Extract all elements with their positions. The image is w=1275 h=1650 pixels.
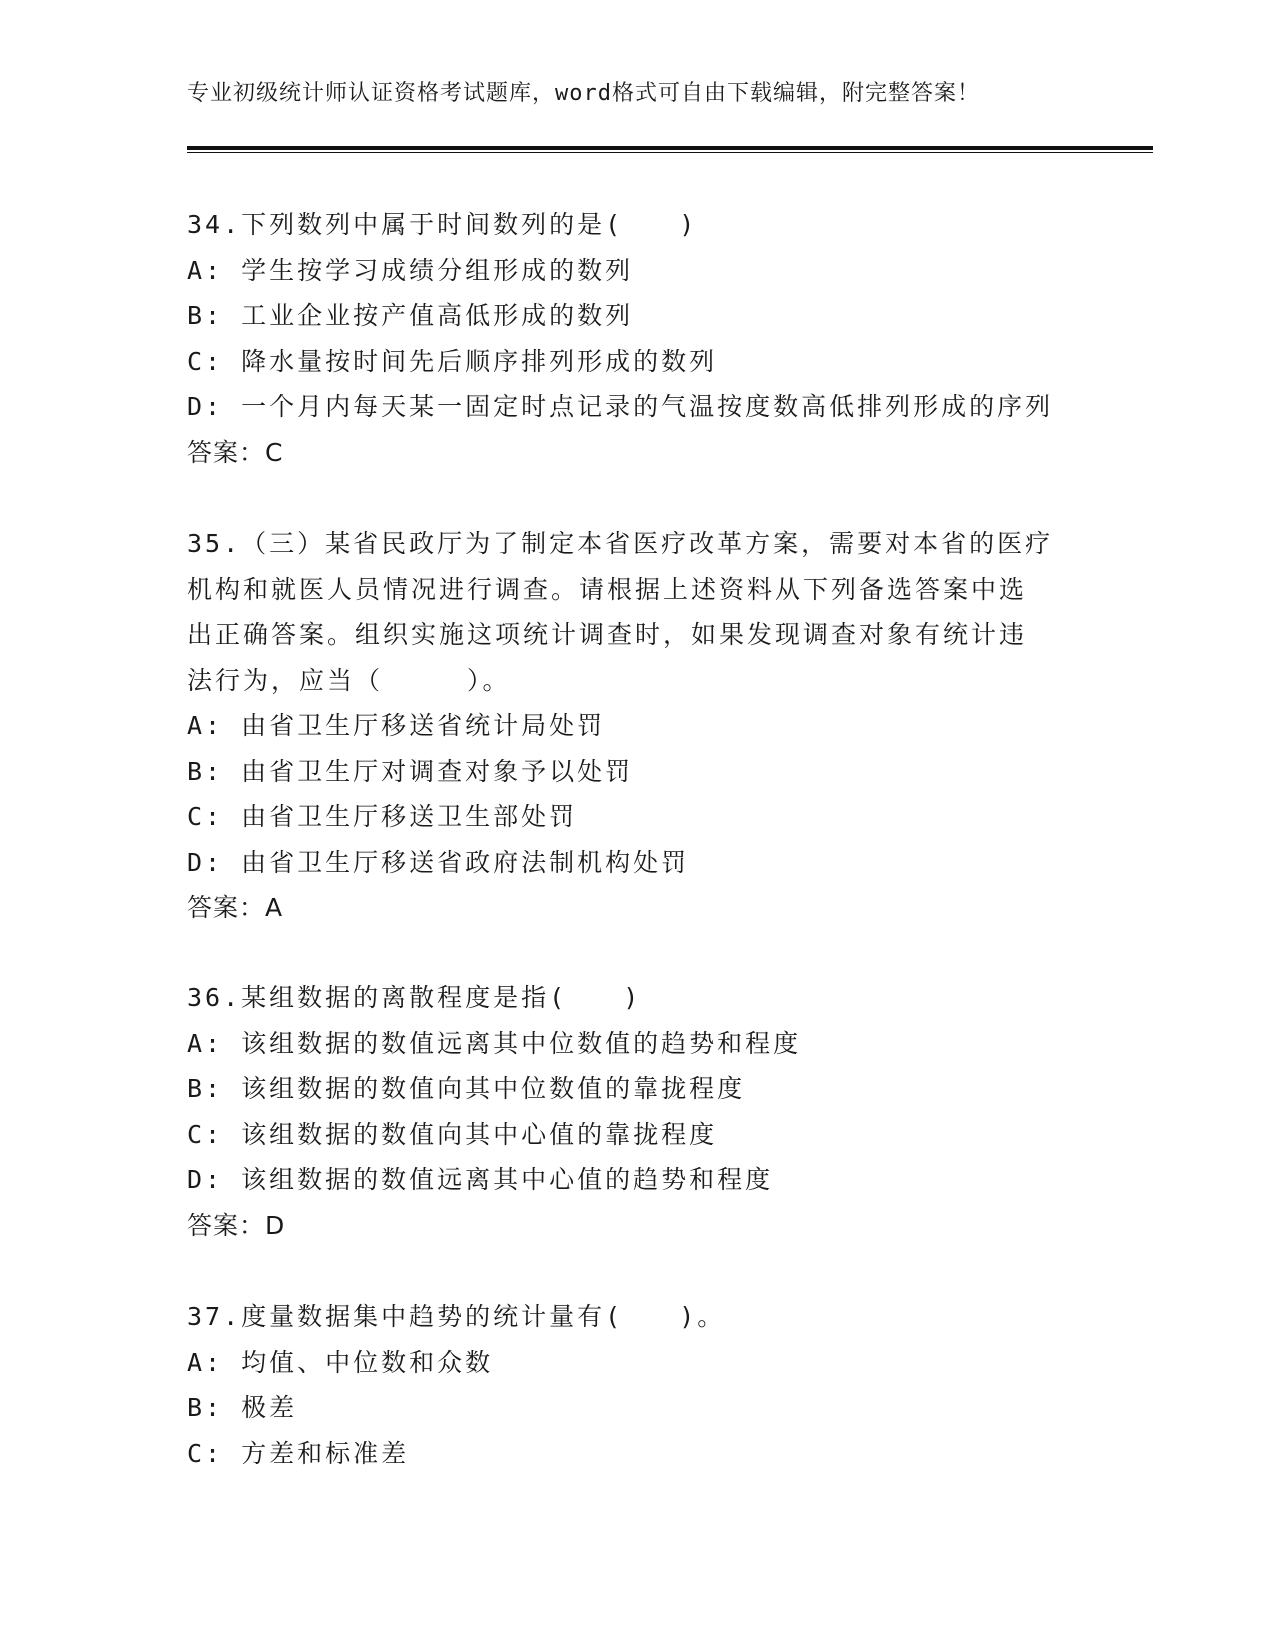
option-c: C: 该组数据的数值向其中心值的靠拢程度 (187, 1119, 718, 1149)
question-stem-line-2: 机构和就医人员情况进行调查。请根据上述资料从下列备选答案中选 (187, 574, 1028, 604)
option-a: A: 学生按学习成绩分组形成的数列 (187, 255, 634, 285)
option-b: B: 极差 (187, 1393, 298, 1422)
question-stem-line-4: 法行为，应当（ ）。 (187, 665, 511, 695)
option-b: B: 该组数据的数值向其中位数值的靠拢程度 (187, 1074, 746, 1103)
option-c: C: 由省卫生厅移送卫生部处罚 (187, 802, 578, 831)
option-b: B: 由省卫生厅对调查对象予以处罚 (187, 756, 634, 786)
option-d: D: 一个月内每天某一固定时点记录的气温按度数高低排列形成的序列 (187, 392, 1054, 421)
option-a: A: 该组数据的数值远离其中位数值的趋势和程度 (187, 1028, 802, 1058)
option-a: A: 由省卫生厅移送省统计局处罚 (187, 711, 606, 740)
answer: 答案：C (187, 437, 284, 467)
option-a: A: 均值、中位数和众数 (187, 1347, 494, 1377)
option-b: B: 工业企业按产值高低形成的数列 (187, 301, 634, 330)
answer: 答案：A (187, 893, 284, 922)
option-d: D: 该组数据的数值远离其中心值的趋势和程度 (187, 1165, 774, 1194)
question-stem: 34.下列数列中属于时间数列的是( ) (187, 210, 698, 239)
question-37 (187, 1294, 1087, 1476)
page-header: 专业初级统计师认证资格考试题库，word格式可自由下载编辑，附完整答案！ (187, 81, 980, 106)
header-rule-thick (187, 146, 1153, 150)
question-stem: 37.度量数据集中趋势的统计量有( )。 (187, 1302, 726, 1331)
question-stem: 36.某组数据的离散程度是指( ) (187, 983, 642, 1012)
question-36 (187, 975, 1087, 1248)
question-stem-line-1: 35.（三）某省民政厅为了制定本省医疗改革方案，需要对本省的医疗 (187, 529, 1054, 558)
option-d: D: 由省卫生厅移送省政府法制机构处罚 (187, 847, 690, 877)
question-34 (187, 202, 1087, 475)
option-c: C: 降水量按时间先后顺序排列形成的数列 (187, 346, 718, 376)
answer: 答案：D (187, 1210, 286, 1240)
option-c: C: 方差和标准差 (187, 1438, 410, 1468)
question-35 (187, 521, 1087, 931)
header-rule-thin (187, 152, 1153, 153)
question-stem-line-3: 出正确答案。组织实施这项统计调查时，如果发现调查对象有统计违 (187, 620, 1028, 649)
